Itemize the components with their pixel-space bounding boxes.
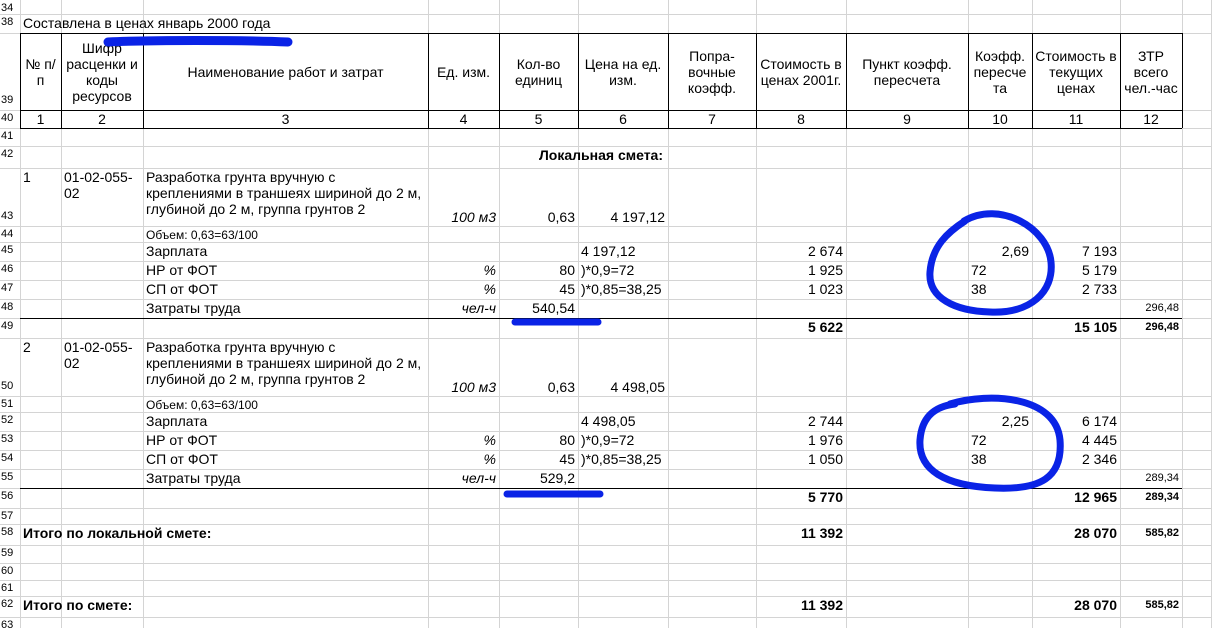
line-name[interactable]: НР от ФОТ [146,262,218,278]
row-number[interactable]: 45 [1,244,14,256]
grand-total-current[interactable]: 28 070 [1074,525,1117,541]
line-qty[interactable]: 540,54 [532,300,575,316]
line-ztr[interactable] [1120,450,1182,469]
line-ztr[interactable] [1120,261,1182,280]
header-cell[interactable]: Цена на ед. изм. [584,55,662,88]
line-current-cost[interactable]: 5 179 [1081,262,1117,278]
item-volume[interactable]: Объем: 0,63=63/100 [146,398,258,412]
column-number[interactable]: 2 [98,111,106,127]
item-volume[interactable]: Объем: 0,63=63/100 [146,228,258,242]
row-number[interactable]: 42 [1,148,14,160]
line-cost[interactable]: 1 023 [807,281,843,297]
line-qty[interactable] [499,412,578,431]
row-number[interactable]: 51 [1,398,14,410]
row-number[interactable]: 39 [1,94,14,106]
header-cell[interactable]: ЗТР всего чел.-час [1124,47,1178,96]
item-total-cost[interactable]: 5 622 [807,319,843,335]
grand-total-cost[interactable]: 11 392 [800,525,843,541]
row-number[interactable]: 52 [1,414,14,426]
line-cost[interactable] [756,299,846,318]
line-cost[interactable]: 2 674 [807,243,843,259]
line-current-cost[interactable] [1032,469,1120,488]
column-number[interactable]: 4 [459,111,468,127]
line-coefficient[interactable] [968,469,1032,488]
line-ztr[interactable] [1120,412,1182,431]
line-price[interactable]: )*0,9=72 [581,432,635,448]
row-number[interactable]: 53 [1,433,14,445]
line-cost[interactable]: 2 744 [807,413,843,429]
line-ztr[interactable]: 289,34 [1145,472,1179,484]
line-unit[interactable]: % [483,451,496,467]
column-number[interactable]: 7 [708,111,716,127]
line-price[interactable]: )*0,85=38,25 [581,281,662,297]
line-unit[interactable] [428,242,499,261]
row-number[interactable]: 41 [1,130,14,142]
item-code[interactable]: 01-02-055-02 [64,169,133,201]
line-current-cost[interactable] [1032,299,1120,318]
line-coefficient[interactable]: 38 [971,281,987,297]
item-qty[interactable]: 0,63 [547,209,575,225]
line-cost[interactable]: 1 976 [807,432,843,448]
line-name[interactable]: СП от ФОТ [146,451,218,467]
row-number[interactable]: 48 [1,301,14,313]
row-number[interactable]: 34 [1,2,14,14]
header-cell[interactable]: Кол-во единиц [514,55,563,88]
line-unit[interactable]: % [483,432,496,448]
column-number[interactable]: 10 [992,111,1008,127]
row-number[interactable]: 61 [1,582,14,594]
line-ztr[interactable] [1120,280,1182,299]
column-number[interactable]: 5 [534,111,543,127]
column-number[interactable]: 11 [1068,111,1084,127]
header-cell[interactable]: Ед. изм. [436,63,491,80]
line-ztr[interactable] [1120,242,1182,261]
line-price[interactable]: )*0,9=72 [581,262,635,278]
item-unit[interactable]: 100 м3 [451,209,496,225]
line-qty[interactable]: 529,2 [539,470,575,486]
line-current-cost[interactable]: 4 445 [1081,432,1117,448]
line-unit[interactable]: % [483,262,496,278]
row-number[interactable]: 62 [1,598,14,610]
row-number[interactable]: 60 [1,565,14,577]
column-number[interactable]: 9 [903,111,911,127]
line-current-cost[interactable]: 7 193 [1081,243,1117,259]
row-number[interactable]: 55 [1,471,14,483]
section-title[interactable]: Локальная смета: [538,147,664,163]
line-qty[interactable] [499,242,578,261]
row-number[interactable]: 59 [1,547,14,559]
line-current-cost[interactable]: 2 733 [1081,281,1117,297]
item-total-current[interactable]: 12 965 [1074,489,1117,505]
item-qty[interactable]: 0,63 [547,379,575,395]
item-total-ztr[interactable]: 296,48 [1145,321,1179,333]
grand-total-cost[interactable]: 11 392 [800,597,843,613]
grand-total-ztr[interactable]: 585,82 [1145,527,1179,539]
line-name[interactable]: СП от ФОТ [146,281,218,297]
line-coefficient[interactable] [968,299,1032,318]
line-coefficient[interactable]: 2,25 [1001,413,1029,429]
line-price[interactable]: )*0,85=38,25 [581,451,662,467]
line-qty[interactable]: 45 [559,451,575,467]
line-name[interactable]: Затраты труда [146,300,241,316]
item-total-ztr[interactable]: 289,34 [1145,491,1179,503]
header-cell[interactable]: Попра-вочные коэфф. [687,47,737,96]
item-total-current[interactable]: 15 105 [1074,319,1117,335]
row-number[interactable]: 58 [1,526,14,538]
header-cell[interactable]: Стоимость в ценах 2001г. [760,55,842,88]
row-number[interactable]: 63 [1,619,14,631]
row-number[interactable]: 44 [1,228,14,240]
row-number[interactable]: 43 [1,210,14,222]
header-cell[interactable]: Шифр расценки и коды ресурсов [66,39,138,104]
line-cost[interactable]: 1 925 [807,262,843,278]
grand-total-current[interactable]: 28 070 [1074,597,1117,613]
item-code[interactable]: 01-02-055-02 [64,339,133,371]
row-number[interactable]: 50 [1,380,14,392]
line-qty[interactable]: 45 [559,281,575,297]
row-number[interactable]: 46 [1,263,14,275]
grand-total-label[interactable]: Итого по смете: [23,597,133,613]
row-number[interactable]: 40 [1,112,14,124]
line-unit[interactable]: чел-ч [461,470,496,486]
item-name[interactable]: Разработка грунта вручную с креплениями в траншеях шириной до 2 м, глубиной до 2 м, группа грунтов 2 [146,339,422,387]
line-qty[interactable]: 80 [559,262,575,278]
header-cell[interactable]: Коэфф. пересче та [973,47,1027,96]
header-cell[interactable]: Наименование работ и затрат [187,63,384,80]
line-unit[interactable] [428,412,499,431]
header-cell[interactable]: Пункт коэфф. пересчета [862,55,952,88]
line-ztr[interactable]: 296,48 [1145,302,1179,314]
item-price[interactable]: 4 498,05 [610,379,665,395]
line-coefficient[interactable]: 72 [971,262,987,278]
line-current-cost[interactable]: 6 174 [1081,413,1117,429]
line-price[interactable]: 4 197,12 [581,243,636,259]
line-name[interactable]: Зарплата [146,413,208,429]
row-number[interactable]: 57 [1,510,14,522]
line-unit[interactable]: % [483,281,496,297]
line-qty[interactable]: 80 [559,432,575,448]
line-coefficient[interactable]: 2,69 [1001,243,1029,259]
column-number[interactable]: 1 [36,111,45,127]
row-number[interactable]: 49 [1,320,14,332]
column-number[interactable]: 3 [281,111,290,127]
column-number[interactable]: 8 [797,111,805,127]
line-current-cost[interactable]: 2 346 [1081,451,1117,467]
line-name[interactable]: Зарплата [146,243,208,259]
grand-total-ztr[interactable]: 585,82 [1145,599,1179,611]
item-price[interactable]: 4 197,12 [610,209,665,225]
line-name[interactable]: НР от ФОТ [146,432,218,448]
row-number[interactable]: 38 [1,16,14,28]
row-number[interactable]: 56 [1,490,14,502]
line-coefficient[interactable]: 72 [971,432,987,448]
header-cell[interactable]: № п/п [25,55,56,88]
estimate-title[interactable]: Составлена в ценах январь 2000 года [23,15,271,31]
item-total-cost[interactable]: 5 770 [807,489,843,505]
line-cost[interactable]: 1 050 [807,451,843,467]
line-ztr[interactable] [1120,431,1182,450]
column-number[interactable]: 12 [1143,111,1159,127]
line-price[interactable] [578,469,668,488]
line-price[interactable]: 4 498,05 [581,413,636,429]
grand-total-label[interactable]: Итого по локальной смете: [23,525,212,541]
row-number[interactable]: 54 [1,452,14,464]
line-price[interactable] [578,299,668,318]
header-cell[interactable]: Стоимость в текущих ценах [1035,47,1117,96]
line-unit[interactable]: чел-ч [461,300,496,316]
item-unit[interactable]: 100 м3 [451,379,496,395]
item-number[interactable]: 1 [23,169,31,185]
item-number[interactable]: 2 [23,339,31,355]
line-name[interactable]: Затраты труда [146,470,241,486]
item-name[interactable]: Разработка грунта вручную с креплениями в траншеях шириной до 2 м, глубиной до 2 м, группа грунтов 2 [146,169,422,217]
column-number[interactable]: 6 [619,111,627,127]
line-coefficient[interactable]: 38 [971,451,987,467]
row-number[interactable]: 47 [1,282,14,294]
line-cost[interactable] [756,469,846,488]
